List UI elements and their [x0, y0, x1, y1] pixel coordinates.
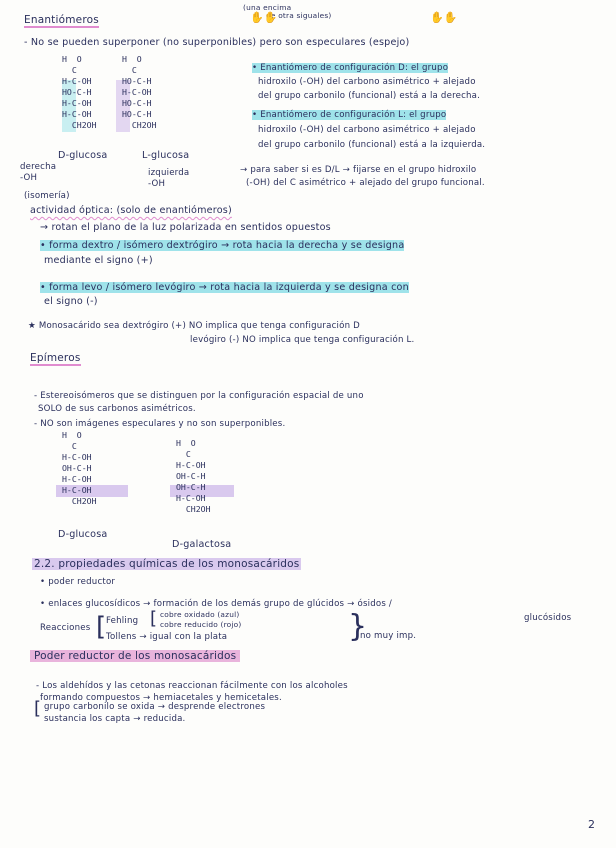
d-config-1: • Enantiómero de configuración D: el grupo	[252, 63, 449, 73]
bracket-icon: [	[96, 612, 107, 642]
bracket-icon-3: [	[34, 698, 42, 719]
poder-l4: sustancia los capta → reducida.	[44, 714, 186, 724]
epimeros-def-3: - NO son imágenes especulares y no son superponibles.	[34, 419, 286, 429]
reacciones-label: Reacciones	[40, 623, 91, 633]
fehling-r2: cobre reducido (rojo)	[160, 620, 242, 629]
izquierda-note: izquierda -OH	[148, 168, 190, 189]
epimeros-def-2: SOLO de sus carbonos asimétricos.	[38, 404, 196, 414]
page-number: 2	[588, 818, 595, 831]
actividad-title: actividad óptica: (solo de enantiómeros)	[30, 205, 232, 216]
saber-2: (-OH) del C asimétrico + alejado del grupo funcional.	[246, 178, 485, 188]
star-note-1: ★ Monosacárido sea dextrógiro (+) NO implica que tenga configuración D	[28, 321, 360, 331]
d-glucosa-structure: H O C H-C-OH HO-C-H H-C-OH H-C-OH CH2OH	[62, 54, 97, 130]
quimicas-b2b: glucósidos	[524, 613, 572, 623]
poder-title: Poder reductor de los monosacáridos	[30, 650, 240, 662]
d-config-3: del grupo carbonilo (funcional) está a la derecha.	[258, 91, 481, 101]
poder-l2: formando compuestos → hemiacetales y hemicetales.	[40, 693, 282, 703]
d-config-2: hidroxilo (-OH) del carbono asimétrico + alejado	[258, 77, 476, 87]
epimeros-def-1: - Estereoisómeros que se distinguen por la configuración espacial de uno	[34, 391, 364, 401]
hand-left-icon: ✋✋	[250, 11, 278, 24]
top-note-1: (una encima	[243, 3, 292, 12]
epimero-glucosa-structure: H O C H-C-OH OH-C-H H-C-OH H-C-OH CH2OH	[62, 430, 97, 506]
tollens-line: Tollens → igual con la plata	[106, 632, 228, 642]
dextro-1: • forma dextro / isómero dextrógiro → rota hacia la derecha y se designa	[40, 240, 405, 251]
l-config-2: hidroxilo (-OH) del carbono asimétrico + alejado	[258, 125, 476, 135]
saber-1: → para saber si es D/L → fijarse en el grupo hidroxilo	[240, 165, 477, 175]
quimicas-b2: • enlaces glucosídicos → formación de los demás grupo de glúcidos → ósidos /	[40, 599, 393, 609]
actividad-rotan: → rotan el plano de la luz polarizada en sentidos opuestos	[40, 222, 331, 233]
fehling-label: Fehling	[106, 616, 139, 626]
fehling-r1: cobre oxidado (azul)	[160, 610, 240, 619]
isomeria-note: (isomería)	[24, 191, 70, 201]
dextro-2: mediante el signo (+)	[44, 255, 153, 266]
derecha-note: derecha -OH	[20, 162, 57, 183]
l-config-3: del grupo carbonilo (funcional) está a la izquierda.	[258, 140, 486, 150]
star-note-2: levógiro (-) NO implica que tenga configuración L.	[190, 335, 415, 345]
epimero-galactosa-label: D-galactosa	[172, 539, 232, 550]
d-glucosa-label: D-glucosa	[58, 150, 108, 161]
top-note-2: de otra siguales)	[266, 11, 332, 20]
enantiomeros-title: Enantiómeros	[24, 14, 99, 26]
l-glucosa-label: L-glucosa	[142, 150, 190, 161]
epimero-glucosa-label: D-glucosa	[58, 529, 108, 540]
poder-l3: grupo carbonilo se oxida → desprende electrones	[44, 702, 266, 712]
brace-icon: }	[348, 609, 368, 644]
quimicas-b1: • poder reductor	[40, 577, 116, 587]
bracket-icon-2: [	[150, 608, 158, 629]
epimeros-title: Epímeros	[30, 352, 81, 364]
l-glucosa-structure: H O C HO-C-H H-C-OH HO-C-H HO-C-H CH2OH	[122, 54, 157, 130]
l-config-1: • Enantiómero de configuración L: el grupo	[252, 110, 447, 120]
enantiomeros-def: - No se pueden superponer (no superponibles) pero son especulares (espejo)	[24, 37, 410, 48]
no-imp-note: no muy imp.	[360, 631, 417, 641]
quimicas-title: 2.2. propiedades químicas de los monosacáridos	[34, 558, 300, 570]
epimero-galactosa-structure: H O C H-C-OH OH-C-H OH-C-H H-C-OH CH2OH	[176, 438, 211, 514]
poder-l1: - Los aldehídos y las cetonas reaccionan fácilmente con los alcoholes	[36, 681, 348, 691]
levo-2: el signo (-)	[44, 296, 98, 307]
levo-1: • forma levo / isómero levógiro → rota hacia la izquierda y se designa con	[40, 282, 409, 293]
hand-right-icon: ✋✋	[430, 11, 458, 24]
